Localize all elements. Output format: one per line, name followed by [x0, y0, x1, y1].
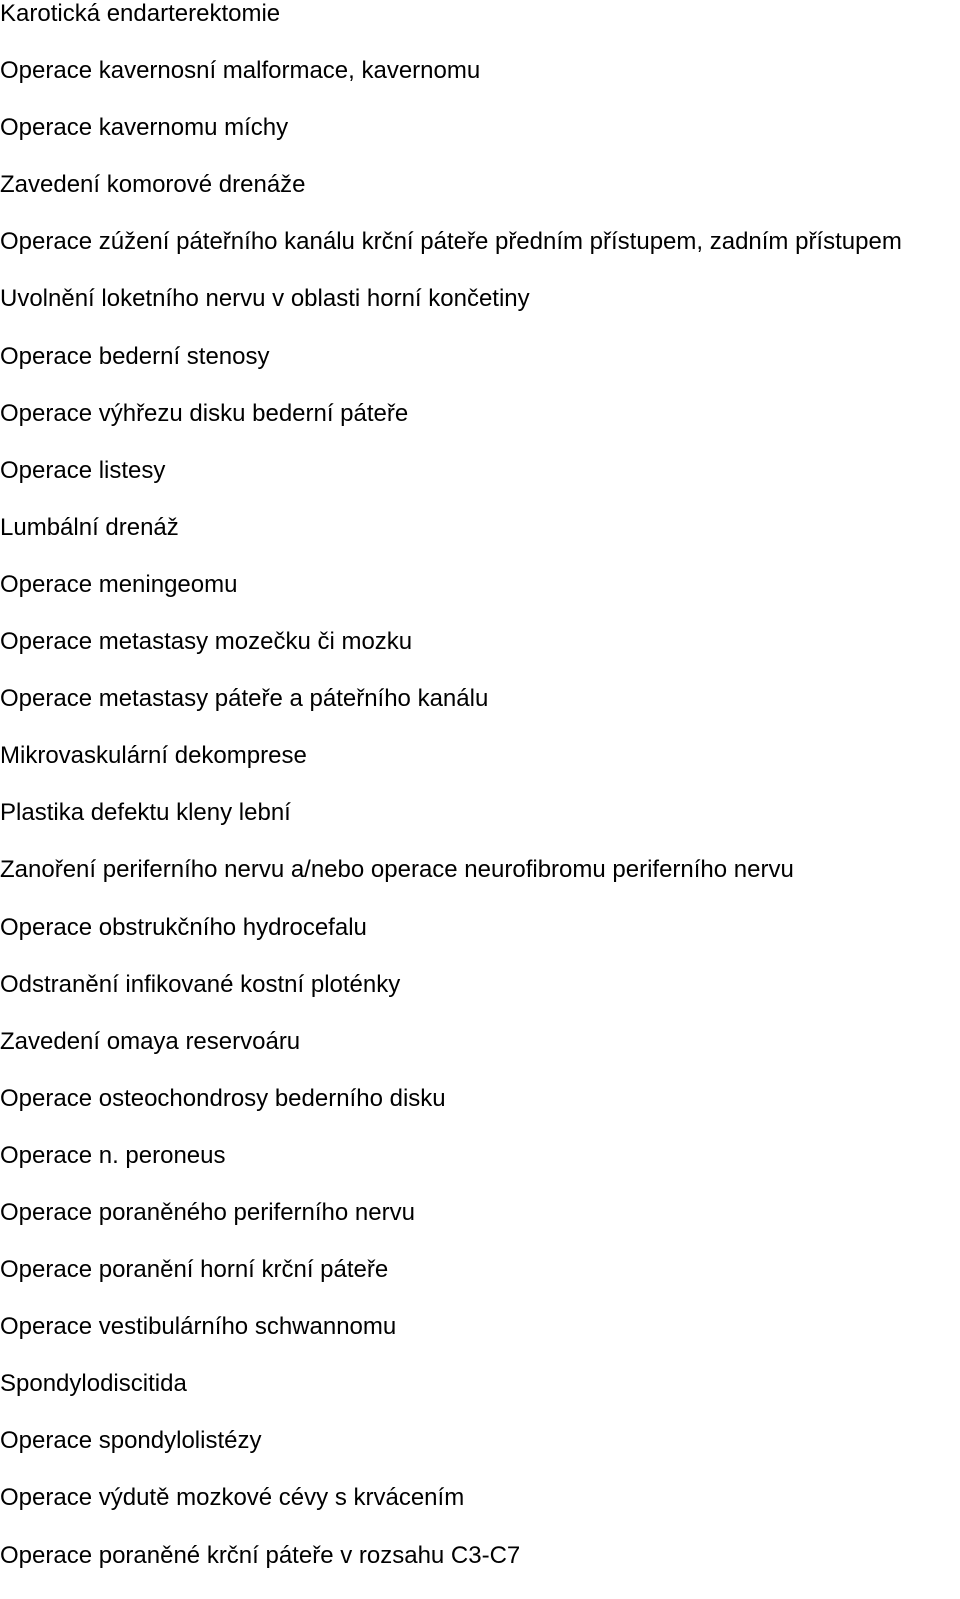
- list-item: Spondylodiscitida: [0, 1370, 187, 1398]
- list-item: Operace poraněného periferního nervu: [0, 1198, 415, 1226]
- list-item: Zanoření periferního nervu a/nebo operace neurofibromu periferního nervu: [0, 856, 794, 884]
- list-item: Operace výdutě mozkové cévy s krvácením: [0, 1484, 465, 1512]
- list-item: Plastika defektu kleny lební: [0, 799, 291, 827]
- list-item: Operace spondylolistézy: [0, 1427, 262, 1455]
- list-item: Operace poranění horní krční páteře: [0, 1256, 389, 1284]
- list-item: Operace metastasy mozečku či mozku: [0, 628, 413, 656]
- list-item: Mikrovaskulární dekomprese: [0, 742, 307, 770]
- list-item: Operace osteochondrosy bederního disku: [0, 1084, 446, 1112]
- list-item: Operace bederní stenosy: [0, 342, 270, 370]
- list-item: Uvolnění loketního nervu v oblasti horní končetiny: [0, 285, 530, 313]
- list-item: Lumbální drenáž: [0, 513, 179, 541]
- list-item: Zavedení komorové drenáže: [0, 171, 306, 199]
- list-item: Operace výhřezu disku bederní páteře: [0, 399, 409, 427]
- list-item: Operace zúžení páteřního kanálu krční páteře předním přístupem, zadním přístupem: [0, 228, 902, 256]
- list-item: Operace kavernosní malformace, kavernomu: [0, 57, 481, 85]
- list-item: Operace meningeomu: [0, 570, 238, 598]
- list-item: Operace metastasy páteře a páteřního kanálu: [0, 685, 489, 713]
- list-item: Karotická endarterektomie: [0, 0, 281, 27]
- list-item: Operace listesy: [0, 456, 166, 484]
- list-item: Zavedení omaya reservoáru: [0, 1027, 301, 1055]
- list-item: Operace obstrukčního hydrocefalu: [0, 913, 367, 941]
- list-item: Operace n. peroneus: [0, 1141, 226, 1169]
- list-item: Operace kavernomu míchy: [0, 114, 289, 142]
- list-item: Odstranění infikované kostní ploténky: [0, 970, 401, 998]
- list-item: Operace poraněné krční páteře v rozsahu C3-C7: [0, 1541, 521, 1569]
- list-item: Operace vestibulárního schwannomu: [0, 1313, 397, 1341]
